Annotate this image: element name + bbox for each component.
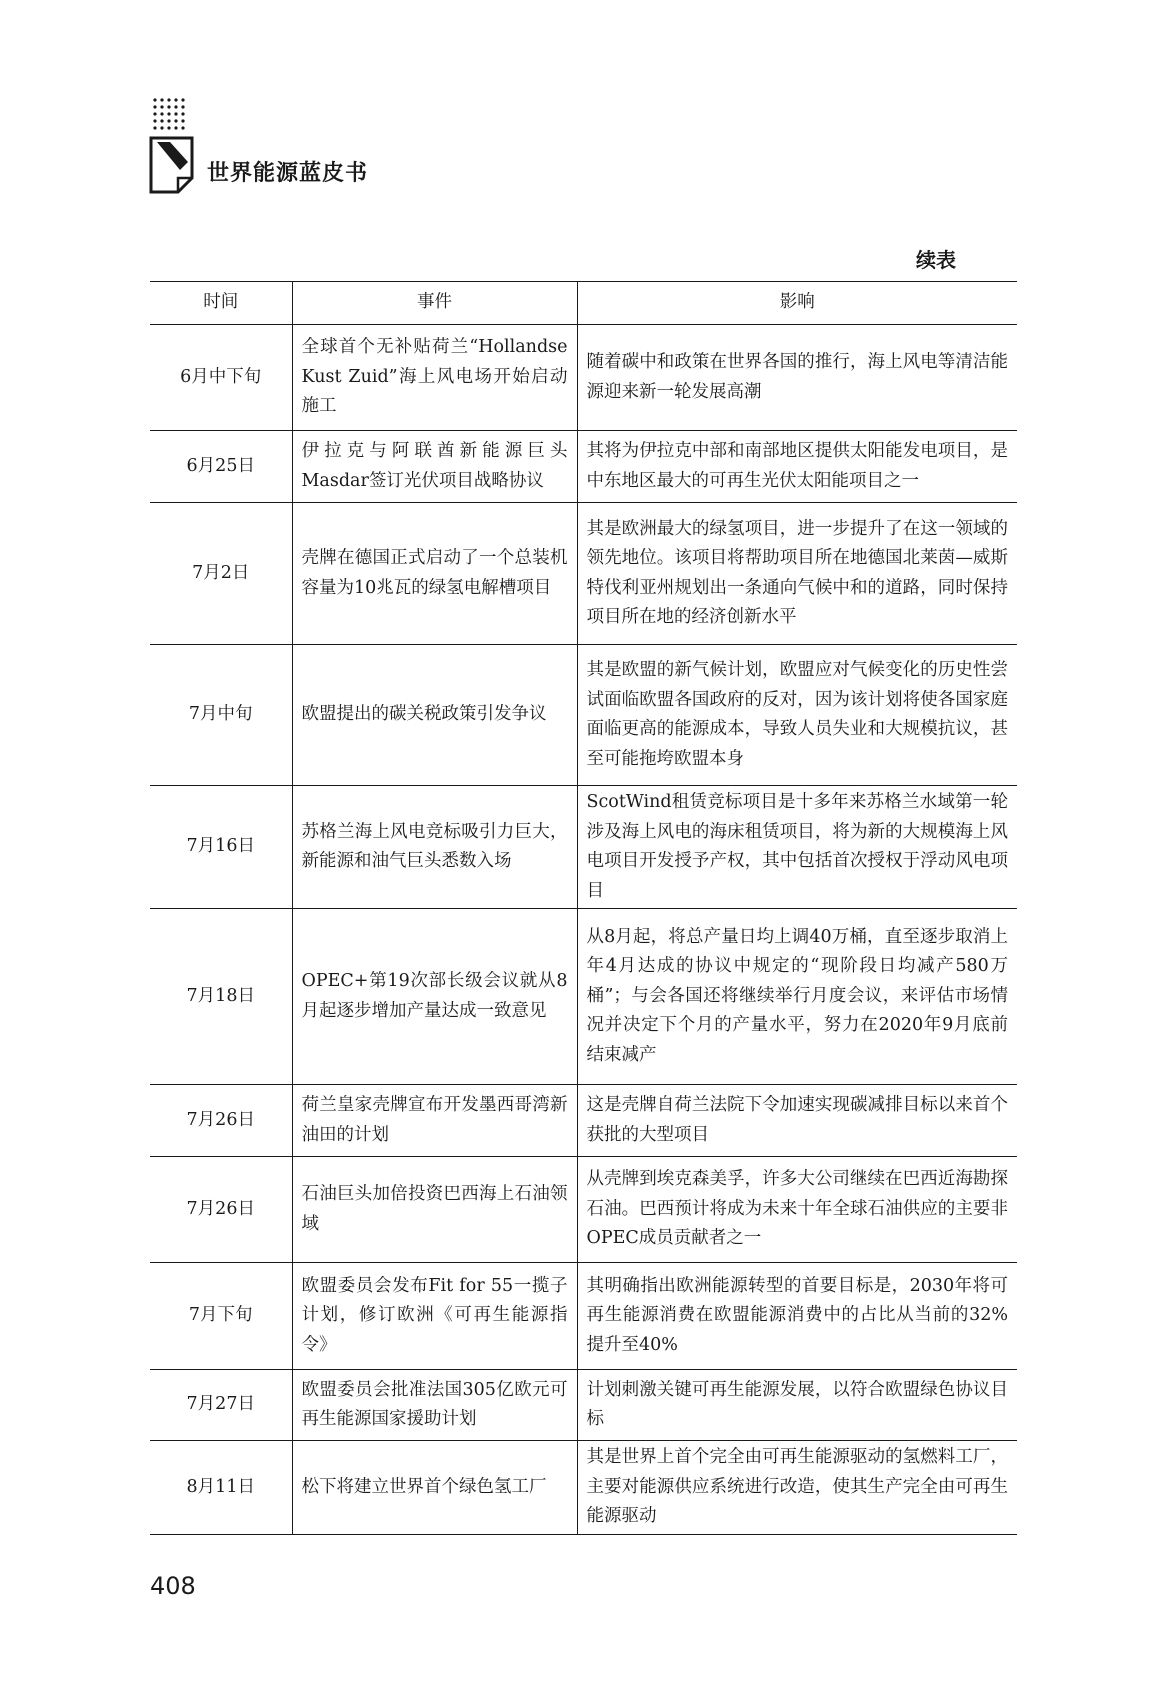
cell-time: 7月2日 (150, 503, 292, 645)
table-row (150, 786, 1017, 909)
cell-impact: 其明确指出欧洲能源转型的首要目标是，2030年将可再生能源消费在欧盟能源消费中的占比从当前的32%提升至40% (577, 1263, 1017, 1370)
table-row (150, 1263, 1017, 1370)
book-title: 世界能源蓝皮书 (207, 161, 369, 186)
cell-time: 6月中下旬 (150, 325, 292, 431)
cell-event: 伊拉克与阿联酋新能源巨头Masdar签订光伏项目战略协议 (292, 431, 577, 503)
cell-event: 苏格兰海上风电竞标吸引力巨大，新能源和油气巨头悉数入场 (292, 786, 577, 909)
cell-impact: 从8月起，将总产量日均上调40万桶，直至逐步取消上年4月达成的协议中规定的“现阶段日均减产580万桶”；与会各国还将继续举行月度会议，来评估市场情况并决定下个月的产量水平，努力在2020年9月底前结束减产 (577, 909, 1017, 1085)
table-row (150, 431, 1017, 503)
cell-impact: 其是欧洲最大的绿氢项目，进一步提升了在这一领域的领先地位。该项目将帮助项目所在地德国北莱茵—威斯特伐利亚州规划出一条通向气候中和的道路，同时保持项目所在地的经济创新水平 (577, 503, 1017, 645)
cell-impact: 其是世界上首个完全由可再生能源驱动的氢燃料工厂，主要对能源供应系统进行改造，使其生产完全由可再生能源驱动 (577, 1441, 1017, 1535)
cell-event: 欧盟委员会批准法国305亿欧元可再生能源国家援助计划 (292, 1370, 577, 1441)
page-number: 408 (150, 1572, 196, 1600)
table-row (150, 909, 1017, 1085)
table-row (150, 1441, 1017, 1535)
cell-impact: 其将为伊拉克中部和南部地区提供太阳能发电项目，是中东地区最大的可再生光伏太阳能项目之一 (577, 431, 1017, 503)
table-row (150, 503, 1017, 645)
cell-event: 欧盟委员会发布Fit for 55一揽子计划，修订欧洲《可再生能源指令》 (292, 1263, 577, 1370)
cell-time: 7月16日 (150, 786, 292, 909)
table-header-row (150, 282, 1017, 325)
cell-time: 7月27日 (150, 1370, 292, 1441)
table-row (150, 1157, 1017, 1263)
cell-impact: 从壳牌到埃克森美孚，许多大公司继续在巴西近海勘探石油。巴西预计将成为未来十年全球石油供应的主要非OPEC成员贡献者之一 (577, 1157, 1017, 1263)
cell-event: 壳牌在德国正式启动了一个总装机容量为10兆瓦的绿氢电解槽项目 (292, 503, 577, 645)
column-header-event: 事件 (292, 282, 577, 325)
cell-event: OPEC+第19次部长级会议就从8月起逐步增加产量达成一致意见 (292, 909, 577, 1085)
cell-time: 7月下旬 (150, 1263, 292, 1370)
cell-impact: 其是欧盟的新气候计划，欧盟应对气候变化的历史性尝试面临欧盟各国政府的反对，因为该计划将使各国家庭面临更高的能源成本，导致人员失业和大规模抗议，甚至可能拖垮欧盟本身 (577, 645, 1017, 786)
table-row (150, 325, 1017, 431)
cell-time: 7月18日 (150, 909, 292, 1085)
cell-event: 石油巨头加倍投资巴西海上石油领域 (292, 1157, 577, 1263)
cell-event: 荷兰皇家壳牌宣布开发墨西哥湾新油田的计划 (292, 1085, 577, 1157)
cell-time: 8月11日 (150, 1441, 292, 1535)
table-row (150, 1370, 1017, 1441)
column-header-impact: 影响 (577, 282, 1017, 325)
cell-event: 松下将建立世界首个绿色氢工厂 (292, 1441, 577, 1535)
cell-impact: 计划刺激关键可再生能源发展，以符合欧盟绿色协议目标 (577, 1370, 1017, 1441)
cell-impact: ScotWind租赁竞标项目是十多年来苏格兰水域第一轮涉及海上风电的海床租赁项目，将为新的大规模海上风电项目开发授予产权，其中包括首次授权于浮动风电项目 (577, 786, 1017, 909)
table-row (150, 645, 1017, 786)
column-header-time: 时间 (150, 282, 292, 325)
cell-impact: 这是壳牌自荷兰法院下令加速实现碳减排目标以来首个获批的大型项目 (577, 1085, 1017, 1157)
table-row (150, 1085, 1017, 1157)
table-continuation-label: 续表 (916, 248, 956, 272)
cell-time: 6月25日 (150, 431, 292, 503)
book-logo-icon (148, 134, 198, 196)
logo-dots-icon (152, 97, 190, 135)
cell-time: 7月26日 (150, 1085, 292, 1157)
cell-time: 7月26日 (150, 1157, 292, 1263)
cell-impact: 随着碳中和政策在世界各国的推行，海上风电等清洁能源迎来新一轮发展高潮 (577, 325, 1017, 431)
cell-event: 全球首个无补贴荷兰“Hollandse Kust Zuid”海上风电场开始启动施工 (292, 325, 577, 431)
cell-time: 7月中旬 (150, 645, 292, 786)
cell-event: 欧盟提出的碳关税政策引发争议 (292, 645, 577, 786)
events-table (150, 281, 1017, 1535)
